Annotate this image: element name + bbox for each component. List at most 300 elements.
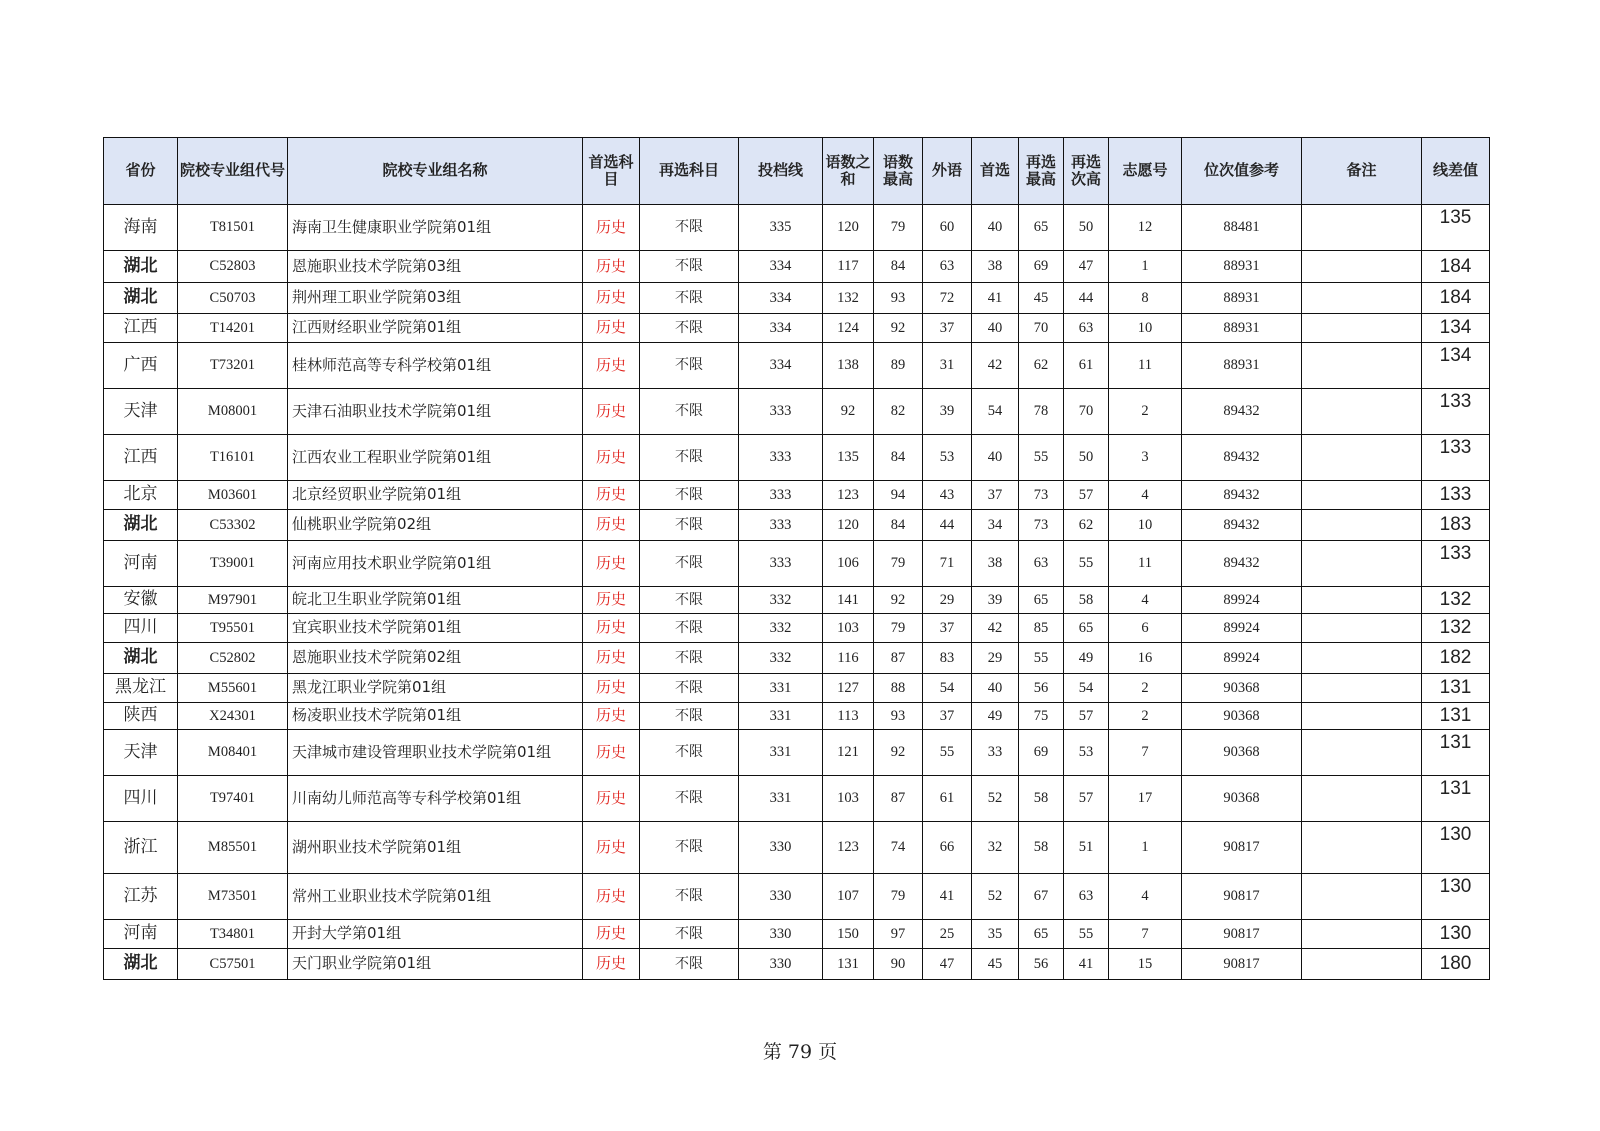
reselect-second-cell: 51	[1064, 822, 1109, 874]
line-diff-cell: 131	[1422, 776, 1490, 822]
note-cell	[1302, 587, 1422, 614]
header-reselect-second: 再选次高	[1064, 138, 1109, 205]
rank-reference-cell: 90368	[1182, 776, 1302, 822]
chinese-math-sum-cell: 116	[823, 643, 874, 674]
admission-line-cell: 334	[739, 251, 823, 283]
foreign-language-cell: 72	[923, 283, 972, 314]
group-code-cell: M73501	[178, 874, 288, 920]
rank-reference-cell: 90817	[1182, 949, 1302, 980]
group-name-cell: 天津石油职业技术学院第01组	[288, 389, 583, 435]
group-name-cell: 天门职业学院第01组	[288, 949, 583, 980]
province-cell: 四川	[104, 614, 178, 643]
group-name-cell: 常州工业职业技术学院第01组	[288, 874, 583, 920]
foreign-language-cell: 60	[923, 205, 972, 251]
header-reselect-subject: 再选科目	[640, 138, 739, 205]
rank-reference-cell: 90817	[1182, 920, 1302, 949]
table-row	[104, 874, 1490, 920]
first-score-cell: 32	[972, 822, 1019, 874]
first-subject-cell: 历史	[583, 343, 640, 389]
rank-reference-cell: 89432	[1182, 510, 1302, 541]
chinese-math-sum-cell: 132	[823, 283, 874, 314]
table-row	[104, 283, 1490, 314]
rank-reference-cell: 88931	[1182, 343, 1302, 389]
first-subject-cell: 历史	[583, 920, 640, 949]
group-code-cell: T39001	[178, 541, 288, 587]
group-name-cell: 宜宾职业技术学院第01组	[288, 614, 583, 643]
first-subject-cell: 历史	[583, 949, 640, 980]
chinese-math-sum-cell: 127	[823, 674, 874, 703]
admission-line-cell: 332	[739, 614, 823, 643]
rank-reference-cell: 89432	[1182, 541, 1302, 587]
chinese-math-sum-cell: 138	[823, 343, 874, 389]
line-diff-cell: 180	[1422, 949, 1490, 980]
group-code-cell: T97401	[178, 776, 288, 822]
admission-table	[103, 137, 1490, 980]
reselect-subject-cell: 不限	[640, 674, 739, 703]
province-cell: 安徽	[104, 587, 178, 614]
first-subject-cell: 历史	[583, 703, 640, 730]
group-name-cell: 杨凌职业技术学院第01组	[288, 703, 583, 730]
first-subject-cell: 历史	[583, 643, 640, 674]
wish-number-cell: 4	[1109, 587, 1182, 614]
note-cell	[1302, 251, 1422, 283]
line-diff-cell: 130	[1422, 920, 1490, 949]
chinese-math-max-cell: 74	[874, 822, 923, 874]
foreign-language-cell: 29	[923, 587, 972, 614]
first-subject-cell: 历史	[583, 510, 640, 541]
wish-number-cell: 11	[1109, 343, 1182, 389]
rank-reference-cell: 90817	[1182, 822, 1302, 874]
first-score-cell: 33	[972, 730, 1019, 776]
reselect-subject-cell: 不限	[640, 314, 739, 343]
reselect-subject-cell: 不限	[640, 614, 739, 643]
reselect-second-cell: 57	[1064, 776, 1109, 822]
group-code-cell: T16101	[178, 435, 288, 481]
chinese-math-max-cell: 90	[874, 949, 923, 980]
table-row	[104, 822, 1490, 874]
reselect-max-cell: 55	[1019, 435, 1064, 481]
chinese-math-max-cell: 79	[874, 614, 923, 643]
table-body	[104, 205, 1490, 980]
province-cell: 广西	[104, 343, 178, 389]
reselect-second-cell: 57	[1064, 481, 1109, 510]
reselect-max-cell: 78	[1019, 389, 1064, 435]
first-score-cell: 42	[972, 343, 1019, 389]
first-subject-cell: 历史	[583, 730, 640, 776]
line-diff-cell: 182	[1422, 643, 1490, 674]
chinese-math-sum-cell: 123	[823, 822, 874, 874]
line-diff-cell: 131	[1422, 674, 1490, 703]
reselect-subject-cell: 不限	[640, 343, 739, 389]
foreign-language-cell: 66	[923, 822, 972, 874]
page-number: 第 79 页	[762, 1041, 838, 1063]
reselect-subject-cell: 不限	[640, 643, 739, 674]
reselect-max-cell: 69	[1019, 730, 1064, 776]
chinese-math-sum-cell: 121	[823, 730, 874, 776]
group-name-cell: 皖北卫生职业学院第01组	[288, 587, 583, 614]
province-cell: 湖北	[104, 251, 178, 283]
header-line-diff: 线差值	[1422, 138, 1490, 205]
foreign-language-cell: 43	[923, 481, 972, 510]
rank-reference-cell: 90817	[1182, 874, 1302, 920]
first-subject-cell: 历史	[583, 251, 640, 283]
reselect-subject-cell: 不限	[640, 949, 739, 980]
reselect-max-cell: 45	[1019, 283, 1064, 314]
chinese-math-max-cell: 92	[874, 587, 923, 614]
group-code-cell: C52803	[178, 251, 288, 283]
reselect-subject-cell: 不限	[640, 822, 739, 874]
line-diff-cell: 134	[1422, 343, 1490, 389]
group-name-cell: 开封大学第01组	[288, 920, 583, 949]
province-cell: 河南	[104, 920, 178, 949]
wish-number-cell: 2	[1109, 389, 1182, 435]
table-row	[104, 481, 1490, 510]
note-cell	[1302, 776, 1422, 822]
line-diff-cell: 133	[1422, 481, 1490, 510]
group-code-cell: C57501	[178, 949, 288, 980]
line-diff-cell: 133	[1422, 435, 1490, 481]
table-row	[104, 703, 1490, 730]
wish-number-cell: 15	[1109, 949, 1182, 980]
header-first-subject: 首选科目	[583, 138, 640, 205]
group-code-cell: M08001	[178, 389, 288, 435]
line-diff-cell: 183	[1422, 510, 1490, 541]
chinese-math-sum-cell: 150	[823, 920, 874, 949]
reselect-max-cell: 73	[1019, 481, 1064, 510]
note-cell	[1302, 283, 1422, 314]
province-cell: 陕西	[104, 703, 178, 730]
chinese-math-max-cell: 84	[874, 510, 923, 541]
first-subject-cell: 历史	[583, 283, 640, 314]
first-score-cell: 45	[972, 949, 1019, 980]
admission-line-cell: 333	[739, 435, 823, 481]
chinese-math-max-cell: 82	[874, 389, 923, 435]
group-name-cell: 北京经贸职业学院第01组	[288, 481, 583, 510]
admission-line-cell: 331	[739, 730, 823, 776]
foreign-language-cell: 83	[923, 643, 972, 674]
first-subject-cell: 历史	[583, 822, 640, 874]
table-row	[104, 730, 1490, 776]
admission-line-cell: 334	[739, 343, 823, 389]
first-subject-cell: 历史	[583, 587, 640, 614]
header-chinese-math-sum: 语数之和	[823, 138, 874, 205]
line-diff-cell: 130	[1422, 822, 1490, 874]
province-cell: 江西	[104, 435, 178, 481]
first-subject-cell: 历史	[583, 389, 640, 435]
reselect-second-cell: 53	[1064, 730, 1109, 776]
reselect-max-cell: 55	[1019, 643, 1064, 674]
header-group-code: 院校专业组代号	[178, 138, 288, 205]
chinese-math-max-cell: 92	[874, 730, 923, 776]
group-code-cell: T14201	[178, 314, 288, 343]
note-cell	[1302, 435, 1422, 481]
header-province: 省份	[104, 138, 178, 205]
reselect-subject-cell: 不限	[640, 283, 739, 314]
admission-line-cell: 332	[739, 643, 823, 674]
first-subject-cell: 历史	[583, 614, 640, 643]
group-name-cell: 荆州理工职业学院第03组	[288, 283, 583, 314]
wish-number-cell: 2	[1109, 674, 1182, 703]
admission-line-cell: 333	[739, 510, 823, 541]
group-name-cell: 河南应用技术职业学院第01组	[288, 541, 583, 587]
chinese-math-max-cell: 93	[874, 703, 923, 730]
wish-number-cell: 10	[1109, 510, 1182, 541]
reselect-second-cell: 61	[1064, 343, 1109, 389]
group-name-cell: 仙桃职业学院第02组	[288, 510, 583, 541]
admission-table-container	[103, 137, 1490, 980]
header-rank-reference: 位次值参考	[1182, 138, 1302, 205]
group-name-cell: 湖州职业技术学院第01组	[288, 822, 583, 874]
foreign-language-cell: 71	[923, 541, 972, 587]
chinese-math-sum-cell: 103	[823, 614, 874, 643]
province-cell: 天津	[104, 389, 178, 435]
group-code-cell: M55601	[178, 674, 288, 703]
wish-number-cell: 7	[1109, 730, 1182, 776]
reselect-subject-cell: 不限	[640, 481, 739, 510]
chinese-math-max-cell: 94	[874, 481, 923, 510]
admission-line-cell: 330	[739, 822, 823, 874]
chinese-math-sum-cell: 103	[823, 776, 874, 822]
rank-reference-cell: 89432	[1182, 481, 1302, 510]
foreign-language-cell: 55	[923, 730, 972, 776]
reselect-subject-cell: 不限	[640, 389, 739, 435]
chinese-math-sum-cell: 120	[823, 510, 874, 541]
note-cell	[1302, 343, 1422, 389]
rank-reference-cell: 89924	[1182, 614, 1302, 643]
table-row	[104, 541, 1490, 587]
chinese-math-sum-cell: 135	[823, 435, 874, 481]
rank-reference-cell: 88481	[1182, 205, 1302, 251]
reselect-second-cell: 55	[1064, 541, 1109, 587]
admission-line-cell: 330	[739, 874, 823, 920]
reselect-second-cell: 55	[1064, 920, 1109, 949]
foreign-language-cell: 44	[923, 510, 972, 541]
group-code-cell: T81501	[178, 205, 288, 251]
reselect-max-cell: 58	[1019, 776, 1064, 822]
reselect-second-cell: 54	[1064, 674, 1109, 703]
header-note: 备注	[1302, 138, 1422, 205]
first-subject-cell: 历史	[583, 205, 640, 251]
group-code-cell: C53302	[178, 510, 288, 541]
wish-number-cell: 3	[1109, 435, 1182, 481]
first-score-cell: 37	[972, 481, 1019, 510]
chinese-math-sum-cell: 123	[823, 481, 874, 510]
table-row	[104, 205, 1490, 251]
foreign-language-cell: 41	[923, 874, 972, 920]
reselect-second-cell: 50	[1064, 435, 1109, 481]
group-code-cell: C52802	[178, 643, 288, 674]
reselect-second-cell: 49	[1064, 643, 1109, 674]
chinese-math-max-cell: 93	[874, 283, 923, 314]
table-row	[104, 389, 1490, 435]
province-cell: 湖北	[104, 510, 178, 541]
line-diff-cell: 131	[1422, 703, 1490, 730]
wish-number-cell: 2	[1109, 703, 1182, 730]
header-first-score: 首选	[972, 138, 1019, 205]
reselect-max-cell: 65	[1019, 920, 1064, 949]
line-diff-cell: 135	[1422, 205, 1490, 251]
province-cell: 海南	[104, 205, 178, 251]
chinese-math-sum-cell: 131	[823, 949, 874, 980]
rank-reference-cell: 90368	[1182, 674, 1302, 703]
wish-number-cell: 1	[1109, 251, 1182, 283]
reselect-second-cell: 47	[1064, 251, 1109, 283]
note-cell	[1302, 541, 1422, 587]
line-diff-cell: 134	[1422, 314, 1490, 343]
group-name-cell: 天津城市建设管理职业技术学院第01组	[288, 730, 583, 776]
header-admission-line: 投档线	[739, 138, 823, 205]
chinese-math-sum-cell: 141	[823, 587, 874, 614]
chinese-math-sum-cell: 113	[823, 703, 874, 730]
note-cell	[1302, 643, 1422, 674]
wish-number-cell: 1	[1109, 822, 1182, 874]
reselect-subject-cell: 不限	[640, 920, 739, 949]
reselect-second-cell: 57	[1064, 703, 1109, 730]
first-subject-cell: 历史	[583, 481, 640, 510]
note-cell	[1302, 389, 1422, 435]
reselect-subject-cell: 不限	[640, 587, 739, 614]
reselect-second-cell: 41	[1064, 949, 1109, 980]
table-row	[104, 920, 1490, 949]
group-name-cell: 江西财经职业学院第01组	[288, 314, 583, 343]
table-row	[104, 614, 1490, 643]
province-cell: 江西	[104, 314, 178, 343]
line-diff-cell: 133	[1422, 541, 1490, 587]
line-diff-cell: 133	[1422, 389, 1490, 435]
reselect-subject-cell: 不限	[640, 205, 739, 251]
first-score-cell: 40	[972, 674, 1019, 703]
chinese-math-sum-cell: 106	[823, 541, 874, 587]
table-row	[104, 587, 1490, 614]
table-row	[104, 643, 1490, 674]
rank-reference-cell: 88931	[1182, 283, 1302, 314]
chinese-math-sum-cell: 92	[823, 389, 874, 435]
first-subject-cell: 历史	[583, 874, 640, 920]
foreign-language-cell: 37	[923, 614, 972, 643]
first-score-cell: 42	[972, 614, 1019, 643]
province-cell: 天津	[104, 730, 178, 776]
rank-reference-cell: 88931	[1182, 314, 1302, 343]
reselect-subject-cell: 不限	[640, 435, 739, 481]
reselect-max-cell: 73	[1019, 510, 1064, 541]
first-score-cell: 52	[972, 776, 1019, 822]
group-name-cell: 恩施职业技术学院第02组	[288, 643, 583, 674]
reselect-max-cell: 69	[1019, 251, 1064, 283]
chinese-math-sum-cell: 117	[823, 251, 874, 283]
foreign-language-cell: 25	[923, 920, 972, 949]
foreign-language-cell: 31	[923, 343, 972, 389]
wish-number-cell: 12	[1109, 205, 1182, 251]
first-subject-cell: 历史	[583, 314, 640, 343]
group-code-cell: T34801	[178, 920, 288, 949]
rank-reference-cell: 89924	[1182, 587, 1302, 614]
rank-reference-cell: 89924	[1182, 643, 1302, 674]
line-diff-cell: 184	[1422, 251, 1490, 283]
admission-line-cell: 334	[739, 283, 823, 314]
group-name-cell: 海南卫生健康职业学院第01组	[288, 205, 583, 251]
chinese-math-max-cell: 87	[874, 643, 923, 674]
reselect-max-cell: 58	[1019, 822, 1064, 874]
first-score-cell: 40	[972, 205, 1019, 251]
reselect-max-cell: 85	[1019, 614, 1064, 643]
admission-line-cell: 332	[739, 587, 823, 614]
reselect-subject-cell: 不限	[640, 703, 739, 730]
admission-line-cell: 331	[739, 674, 823, 703]
first-subject-cell: 历史	[583, 541, 640, 587]
table-row	[104, 435, 1490, 481]
chinese-math-max-cell: 92	[874, 314, 923, 343]
group-code-cell: M03601	[178, 481, 288, 510]
line-diff-cell: 130	[1422, 874, 1490, 920]
first-score-cell: 39	[972, 587, 1019, 614]
wish-number-cell: 4	[1109, 481, 1182, 510]
group-code-cell: T73201	[178, 343, 288, 389]
wish-number-cell: 4	[1109, 874, 1182, 920]
province-cell: 江苏	[104, 874, 178, 920]
admission-line-cell: 330	[739, 920, 823, 949]
foreign-language-cell: 61	[923, 776, 972, 822]
first-score-cell: 40	[972, 435, 1019, 481]
first-score-cell: 38	[972, 251, 1019, 283]
wish-number-cell: 8	[1109, 283, 1182, 314]
line-diff-cell: 132	[1422, 614, 1490, 643]
table-row	[104, 510, 1490, 541]
first-score-cell: 41	[972, 283, 1019, 314]
note-cell	[1302, 949, 1422, 980]
wish-number-cell: 10	[1109, 314, 1182, 343]
admission-line-cell: 331	[739, 703, 823, 730]
reselect-second-cell: 50	[1064, 205, 1109, 251]
note-cell	[1302, 674, 1422, 703]
first-subject-cell: 历史	[583, 435, 640, 481]
reselect-second-cell: 65	[1064, 614, 1109, 643]
province-cell: 湖北	[104, 949, 178, 980]
header-chinese-math-max: 语数最高	[874, 138, 923, 205]
header-wish-number: 志愿号	[1109, 138, 1182, 205]
wish-number-cell: 6	[1109, 614, 1182, 643]
note-cell	[1302, 614, 1422, 643]
reselect-max-cell: 65	[1019, 587, 1064, 614]
table-row	[104, 314, 1490, 343]
first-score-cell: 35	[972, 920, 1019, 949]
note-cell	[1302, 730, 1422, 776]
note-cell	[1302, 510, 1422, 541]
reselect-second-cell: 58	[1064, 587, 1109, 614]
foreign-language-cell: 37	[923, 314, 972, 343]
note-cell	[1302, 920, 1422, 949]
foreign-language-cell: 63	[923, 251, 972, 283]
reselect-max-cell: 70	[1019, 314, 1064, 343]
wish-number-cell: 7	[1109, 920, 1182, 949]
province-cell: 四川	[104, 776, 178, 822]
reselect-subject-cell: 不限	[640, 251, 739, 283]
note-cell	[1302, 703, 1422, 730]
wish-number-cell: 17	[1109, 776, 1182, 822]
chinese-math-max-cell: 84	[874, 435, 923, 481]
group-name-cell: 恩施职业技术学院第03组	[288, 251, 583, 283]
reselect-subject-cell: 不限	[640, 730, 739, 776]
admission-line-cell: 334	[739, 314, 823, 343]
wish-number-cell: 16	[1109, 643, 1182, 674]
foreign-language-cell: 47	[923, 949, 972, 980]
header-foreign-language: 外语	[923, 138, 972, 205]
group-code-cell: M97901	[178, 587, 288, 614]
first-score-cell: 40	[972, 314, 1019, 343]
chinese-math-max-cell: 97	[874, 920, 923, 949]
first-subject-cell: 历史	[583, 674, 640, 703]
line-diff-cell: 131	[1422, 730, 1490, 776]
chinese-math-max-cell: 79	[874, 541, 923, 587]
